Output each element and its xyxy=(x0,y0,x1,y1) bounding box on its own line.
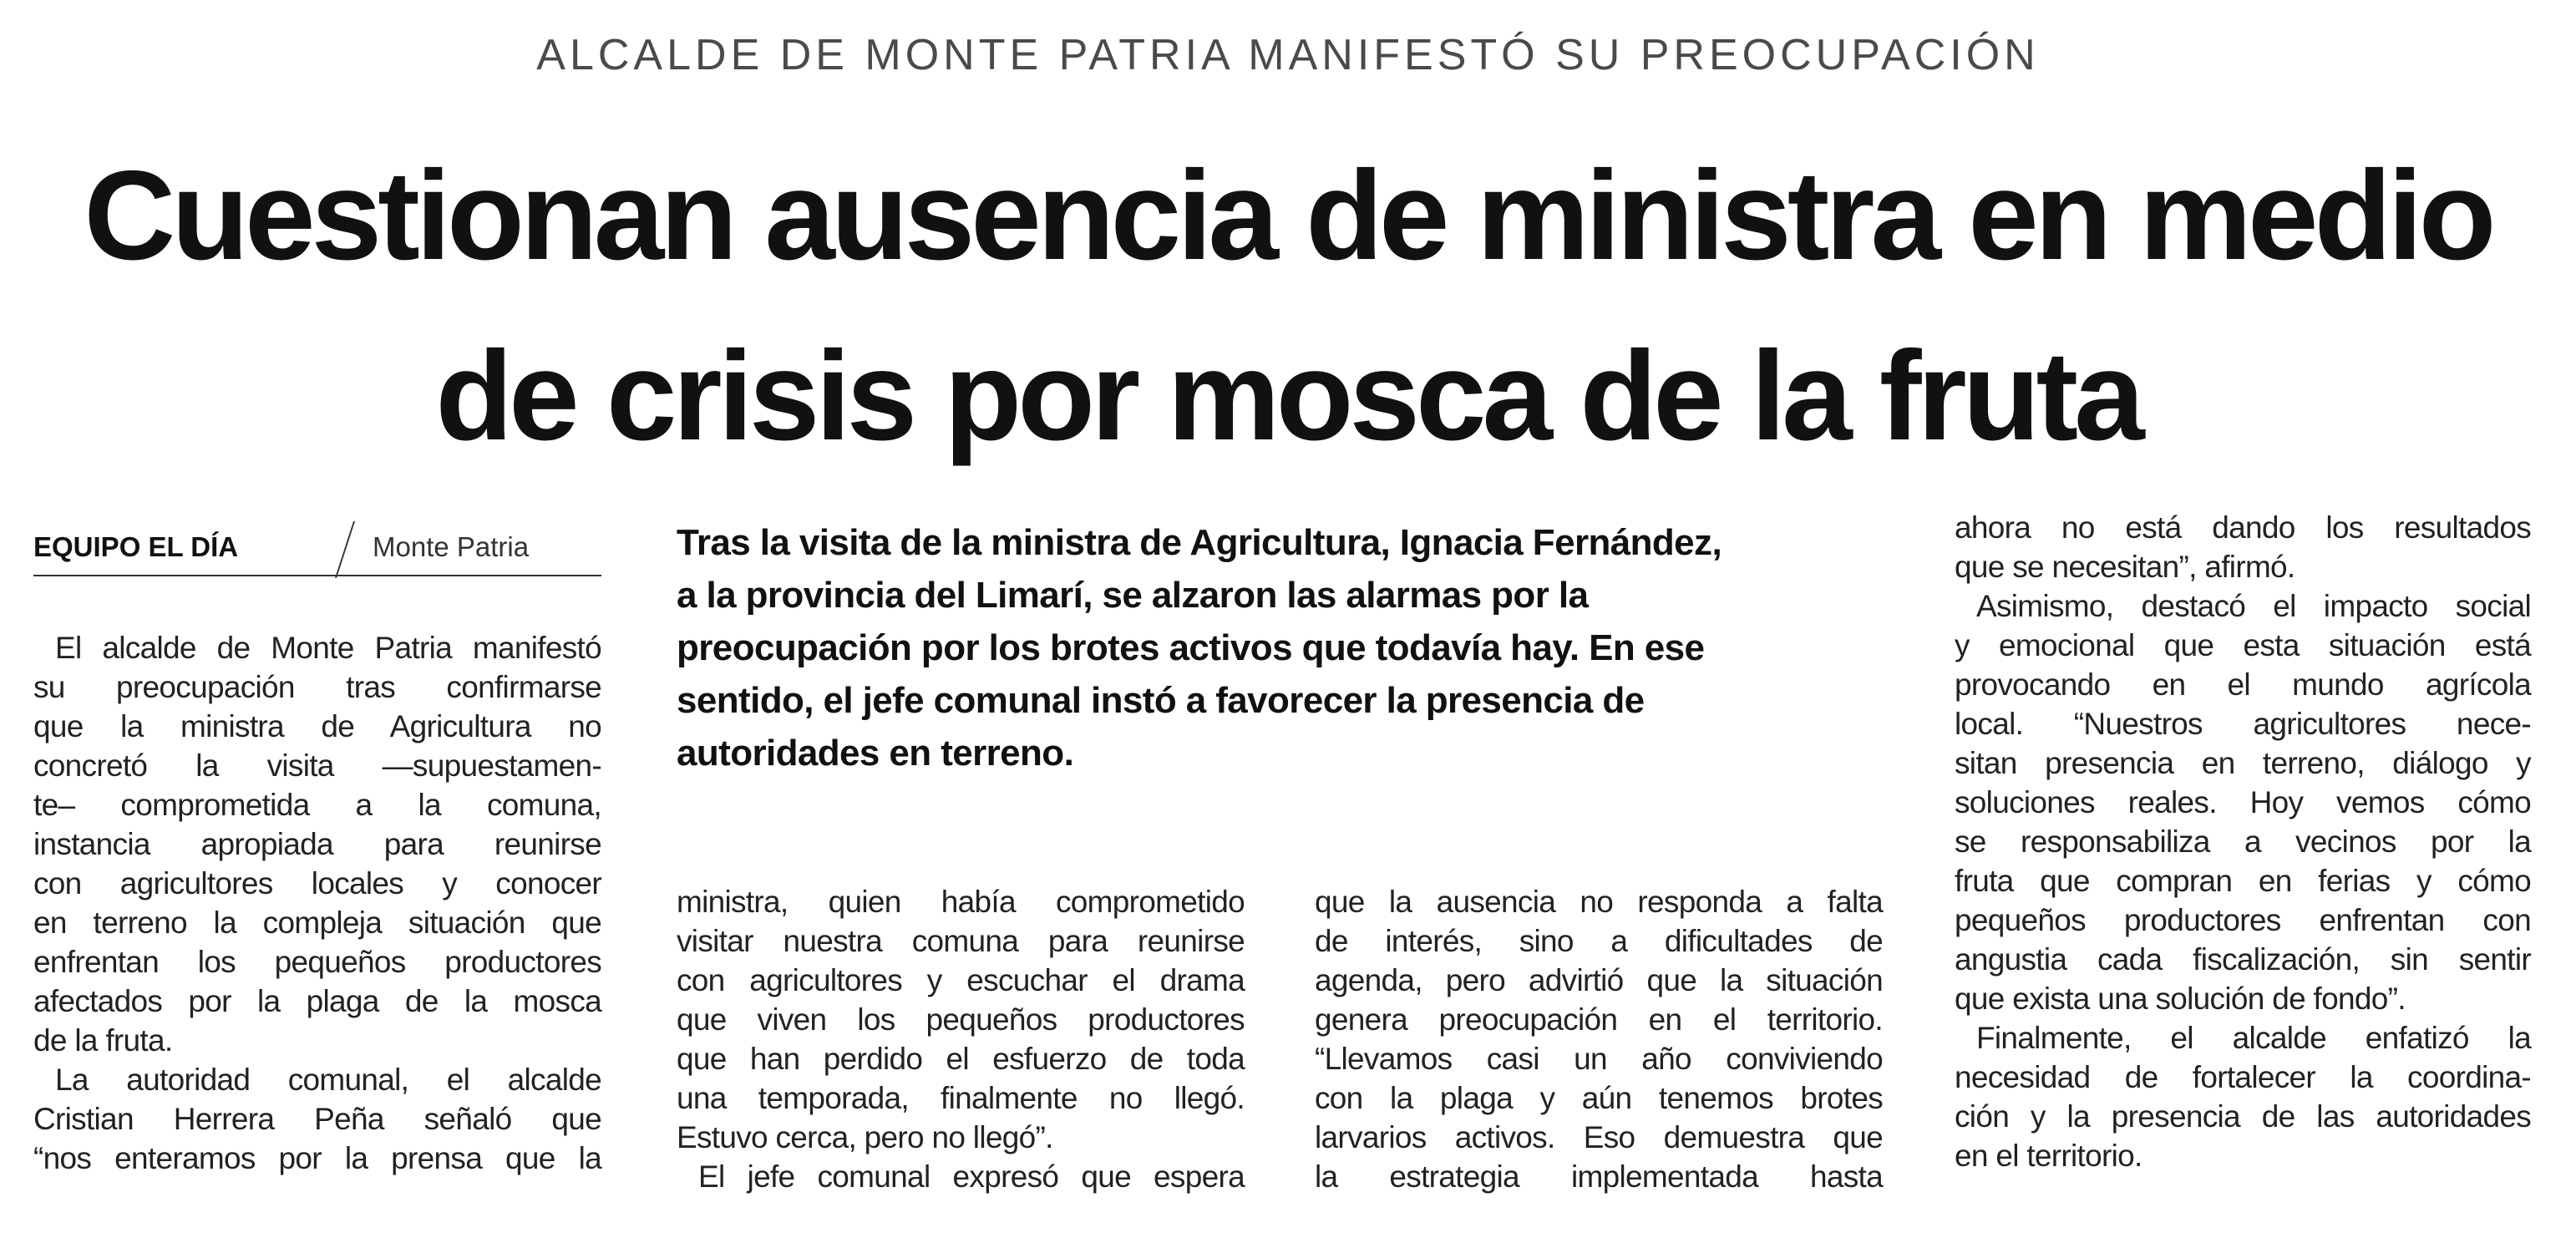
body-column-4 xyxy=(1955,508,2531,1175)
body-column-3 xyxy=(1315,882,1883,1196)
body-line: genera preocupación en el territorio. xyxy=(1315,1002,1883,1037)
body-line: con la plaga y aún tenemos brotes xyxy=(1315,1081,1883,1115)
lead-line: Tras la visita de la ministra de Agricultura, Ignacia Fernández, xyxy=(677,522,1722,563)
body-line: que han perdido el esfuerzo de toda xyxy=(677,1042,1245,1076)
body-line: que la ministra de Agricultura no xyxy=(33,709,601,743)
body-line: soluciones reales. Hoy vemos cómo xyxy=(1955,785,2531,819)
body-line: en terreno la compleja situación que xyxy=(33,906,601,940)
body-line: La autoridad comunal, el alcalde xyxy=(55,1063,601,1097)
body-line: que viven los pequeños productores xyxy=(677,1002,1245,1037)
headline-line-2: de crisis por mosca de la fruta xyxy=(435,325,2141,467)
body-line: pequeños productores enfrentan con xyxy=(1955,903,2531,937)
headline-line-1: Cuestionan ausencia de ministra en medio xyxy=(84,145,2492,287)
body-line: El alcalde de Monte Patria manifestó xyxy=(55,631,601,665)
body-line: Asimismo, destacó el impacto social xyxy=(1976,589,2531,623)
body-line: El jefe comunal expresó que espera xyxy=(698,1159,1245,1194)
body-line: provocando en el mundo agrícola xyxy=(1955,667,2531,702)
body-line: con agricultores locales y conocer xyxy=(33,866,601,901)
body-line: Estuvo cerca, pero no llegó”. xyxy=(677,1120,1053,1154)
body-line: te– comprometida a la comuna, xyxy=(33,788,601,822)
body-line: Finalmente, el alcalde enfatizó la xyxy=(1976,1021,2531,1055)
kicker: ALCALDE DE MONTE PATRIA MANIFESTÓ SU PREOCUPACIÓN xyxy=(536,31,2040,79)
body-line: de interés, sino a dificultades de xyxy=(1315,924,1883,958)
byline-author: EQUIPO EL DÍA xyxy=(33,531,239,562)
lead-paragraph xyxy=(677,516,1829,779)
body-line: sitan presencia en terreno, diálogo y xyxy=(1955,746,2531,780)
body-line: necesidad de fortalecer la coordina- xyxy=(1955,1060,2531,1094)
body-line: que exista una solución de fondo”. xyxy=(1955,982,2406,1016)
body-line: larvarios activos. Eso demuestra que xyxy=(1315,1120,1883,1154)
body-line: agenda, pero advirtió que la situación xyxy=(1315,963,1883,997)
body-column-1 xyxy=(33,628,601,1178)
body-line: enfrentan los pequeños productores xyxy=(33,945,601,979)
body-line: concretó la visita —supuestamen- xyxy=(33,748,601,783)
lead-line: sentido, el jefe comunal instó a favorecer la presencia de xyxy=(677,680,1645,721)
body-line: su preocupación tras confirmarse xyxy=(33,670,601,704)
body-line: instancia apropiada para reunirse xyxy=(33,827,601,861)
body-line: ahora no está dando los resultados xyxy=(1955,510,2531,545)
lead-line: preocupación por los brotes activos que todavía hay. En ese xyxy=(677,627,1705,668)
body-line: que se necesitan”, afirmó. xyxy=(1955,550,2295,584)
body-line: de la fruta. xyxy=(33,1023,173,1058)
body-line: fruta que compran en ferias y cómo xyxy=(1955,864,2531,898)
byline xyxy=(33,520,601,576)
body-line: “Llevamos casi un año conviviendo xyxy=(1315,1042,1883,1076)
body-line: la estrategia implementada hasta xyxy=(1315,1159,1883,1194)
body-line: “nos enteramos por la prensa que la xyxy=(33,1141,601,1175)
body-line: Cristian Herrera Peña señaló que xyxy=(33,1102,601,1136)
body-line: ministra, quien había comprometido xyxy=(677,885,1245,919)
body-line: local. “Nuestros agricultores nece- xyxy=(1955,707,2531,741)
body-line: que la ausencia no responda a falta xyxy=(1315,885,1883,919)
lead-line: autoridades en terreno. xyxy=(677,733,1074,774)
body-line: una temporada, finalmente no llegó. xyxy=(677,1081,1245,1115)
body-line: afectados por la plaga de la mosca xyxy=(33,984,601,1018)
byline-place: Monte Patria xyxy=(373,531,530,562)
headline xyxy=(33,125,2543,486)
lead-line: a la provincia del Limarí, se alzaron las alarmas por la xyxy=(677,575,1589,616)
body-line: se responsabiliza a vecinos por la xyxy=(1955,824,2531,859)
body-line: angustia cada fiscalización, sin sentir xyxy=(1955,942,2531,977)
body-line: y emocional que esta situación está xyxy=(1955,628,2531,662)
body-column-2 xyxy=(677,882,1245,1196)
body-line: visitar nuestra comuna para reunirse xyxy=(677,924,1245,958)
body-line: con agricultores y escuchar el drama xyxy=(677,963,1245,997)
byline-divider xyxy=(335,521,355,578)
body-line: ción y la presencia de las autoridades xyxy=(1955,1099,2531,1134)
body-line: en el territorio. xyxy=(1955,1139,2142,1173)
